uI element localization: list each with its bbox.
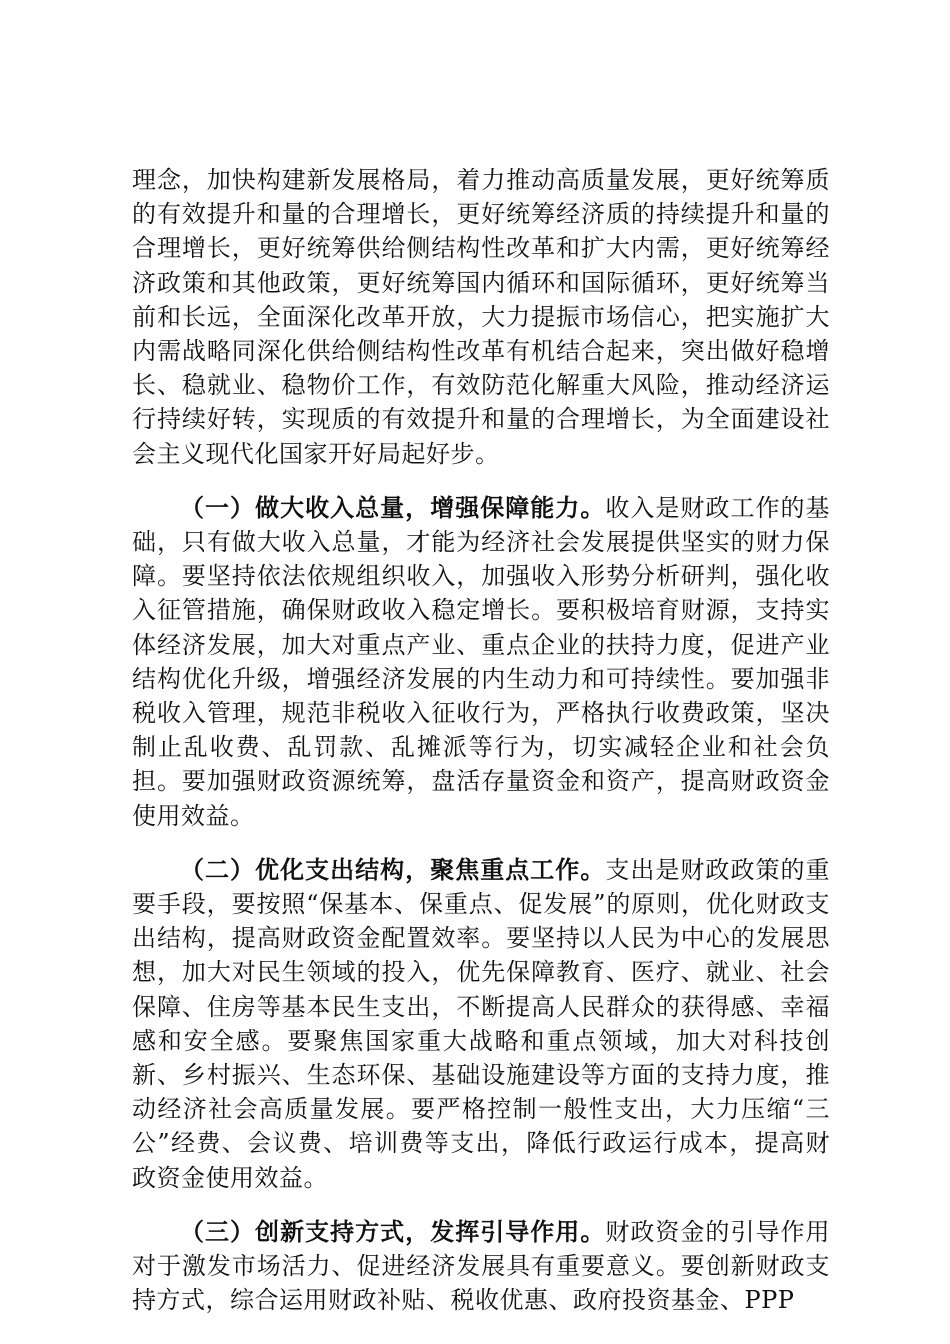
paragraph-text: 财政资金的引导作用对于激发市场活力、促进经济发展具有重要意义。要创新财政支持方式，综合运用财政补贴、税收优惠、政府投资基金、PPP — [132, 1217, 831, 1315]
paragraph-text: 支出是财政政策的重要手段，要按照“保基本、保重点、促发展”的原则，优化财政支出结构，提高财政资金配置效率。要坚持以人民为中心的发展思想，加大对民生领域的投入，优先保障教育、医疗、就业、社会保障、住房等基本民生支出，不断提高人民群众的获得感、幸福感和安全感。要聚焦国家重大战略和重点领域，加大对科技创新、乡村振兴、生态环保、基础设施建设等方面的支持力度，推动经济社会高质量发展。要严格控制一般性支出，大力压缩“三公”经费、会议费、培训费等支出，降低行政运行成本，提高财政资金使用效益。 — [132, 855, 831, 1192]
paragraph-expenditure — [132, 853, 830, 1195]
paragraph-revenue — [132, 491, 830, 833]
paragraph-text: 收入是财政工作的基础，只有做大收入总量，才能为经济社会发展提供坚实的财力保障。要坚持依法依规组织收入，加强收入形势分析研判，强化收入征管措施，确保财政收入稳定增长。要积极培育财源，支持实体经济发展，加大对重点产业、重点企业的扶持力度，促进产业结构优化升级，增强经济发展的内生动力和可持续性。要加强非税收入管理，规范非税收入征收行为，严格执行收费政策，坚决制止乱收费、乱罚款、乱摊派等行为，切实减轻企业和社会负担。要加强财政资源统筹，盘活存量资金和资产，提高财政资金使用效益。 — [132, 493, 831, 830]
paragraph-heading: （三）创新支持方式，发挥引导作用。 — [180, 1217, 606, 1246]
paragraph-text: 理念，加快构建新发展格局，着力推动高质量发展，更好统筹质的有效提升和量的合理增长，更好统筹经济质的持续提升和量的合理增长，更好统筹供给侧结构性改革和扩大内需，更好统筹经济政策和其他政策，更好统筹国内循环和国际循环，更好统筹当前和长远，全面深化改革开放，大力提振市场信心，把实施扩大内需战略同深化供给侧结构性改革有机结合起来，突出做好稳增长、稳就业、稳物价工作，有效防范化解重大风险，推动经济运行持续好转，实现质的有效提升和量的合理增长，为全面建设社会主义现代化国家开好局起好步。 — [132, 166, 830, 468]
paragraph-heading: （一）做大收入总量，增强保障能力。 — [180, 493, 606, 522]
paragraph-heading: （二）优化支出结构，聚焦重点工作。 — [180, 855, 606, 884]
paragraph-support-methods — [132, 1215, 830, 1318]
document-body — [132, 163, 830, 1338]
paragraph-intro-continuation — [132, 163, 830, 471]
